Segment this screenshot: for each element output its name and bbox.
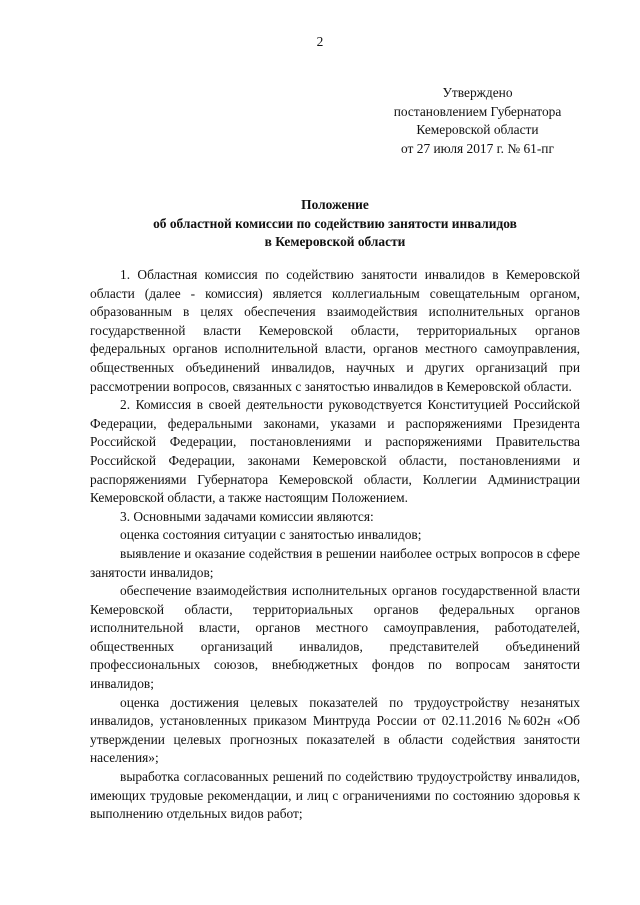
- approval-line: постановлением Губернатора: [393, 103, 562, 119]
- approval-line: от 27 июля 2017 г. № 61-пг: [401, 140, 554, 156]
- paragraph: выявление и оказание содействия в решении наиболее острых вопросов в сфере занятости инвалидов;: [90, 545, 580, 580]
- paragraph: 2. Комиссия в своей деятельности руководствуется Конституцией Российской Федерации, федеральными законами, указами и распоряжениями Президента Российской Федерации, постановлениями и распоряжениями Правительства Российской Федерации, законами Кемеровской области, постановлениями и распоряжениями Губернатора Кемеровской области, Коллегии Администрации Кемеровской области, а также настоящим Положением.: [90, 397, 580, 506]
- paragraph: оценка состояния ситуации с занятостью инвалидов;: [120, 527, 422, 543]
- paragraph: выработка согласованных решений по содействию трудоустройству инвалидов, имеющих трудовые рекомендации, и лиц с ограничениями по состоянию здоровья к выполнению отдельных видов работ;: [90, 769, 580, 822]
- document-title: [90, 196, 580, 252]
- page-number: 2: [316, 34, 324, 49]
- paragraph: обеспечение взаимодействия исполнительных органов государственной власти Кемеровской области, территориальных органов федеральных органов исполнительной власти, органов местного самоуправления, работодателей, общественных организаций инвалидов, представителей объединений профессиональных союзов, внебюджетных фондов по вопросам занятости инвалидов;: [90, 583, 580, 692]
- paragraph: 1. Областная комиссия по содействию занятости инвалидов в Кемеровской области (далее - комиссия) является коллегиальным совещательным органом, образованным в целях обеспечения взаимодействия исполнительных органов государственной власти Кемеровской области, территориальных органов федеральных органов исполнительной власти, органов местного самоуправления, общественных объединений инвалидов, научных и других организаций при рассмотрении вопросов, связанных с занятостью инвалидов в Кемеровской области.: [90, 267, 580, 394]
- approval-line: Кемеровской области: [416, 122, 539, 138]
- title-line: в Кемеровской области: [264, 234, 406, 250]
- paragraph: 3. Основными задачами комиссии являются:: [120, 508, 374, 524]
- title-line: Положение: [301, 197, 369, 212]
- paragraph: оценка достижения целевых показателей по трудоустройству незанятых инвалидов, установленных приказом Минтруда России от 02.11.2016 №602н «Об утверждении целевых прогнозных показателей в области содействия занятости населения»;: [90, 694, 580, 766]
- document-body: [90, 266, 580, 824]
- approval-line: Утверждено: [442, 85, 513, 100]
- title-line: об областной комиссии по содействию занятости инвалидов: [153, 215, 517, 231]
- approval-stamp-block: [360, 84, 595, 158]
